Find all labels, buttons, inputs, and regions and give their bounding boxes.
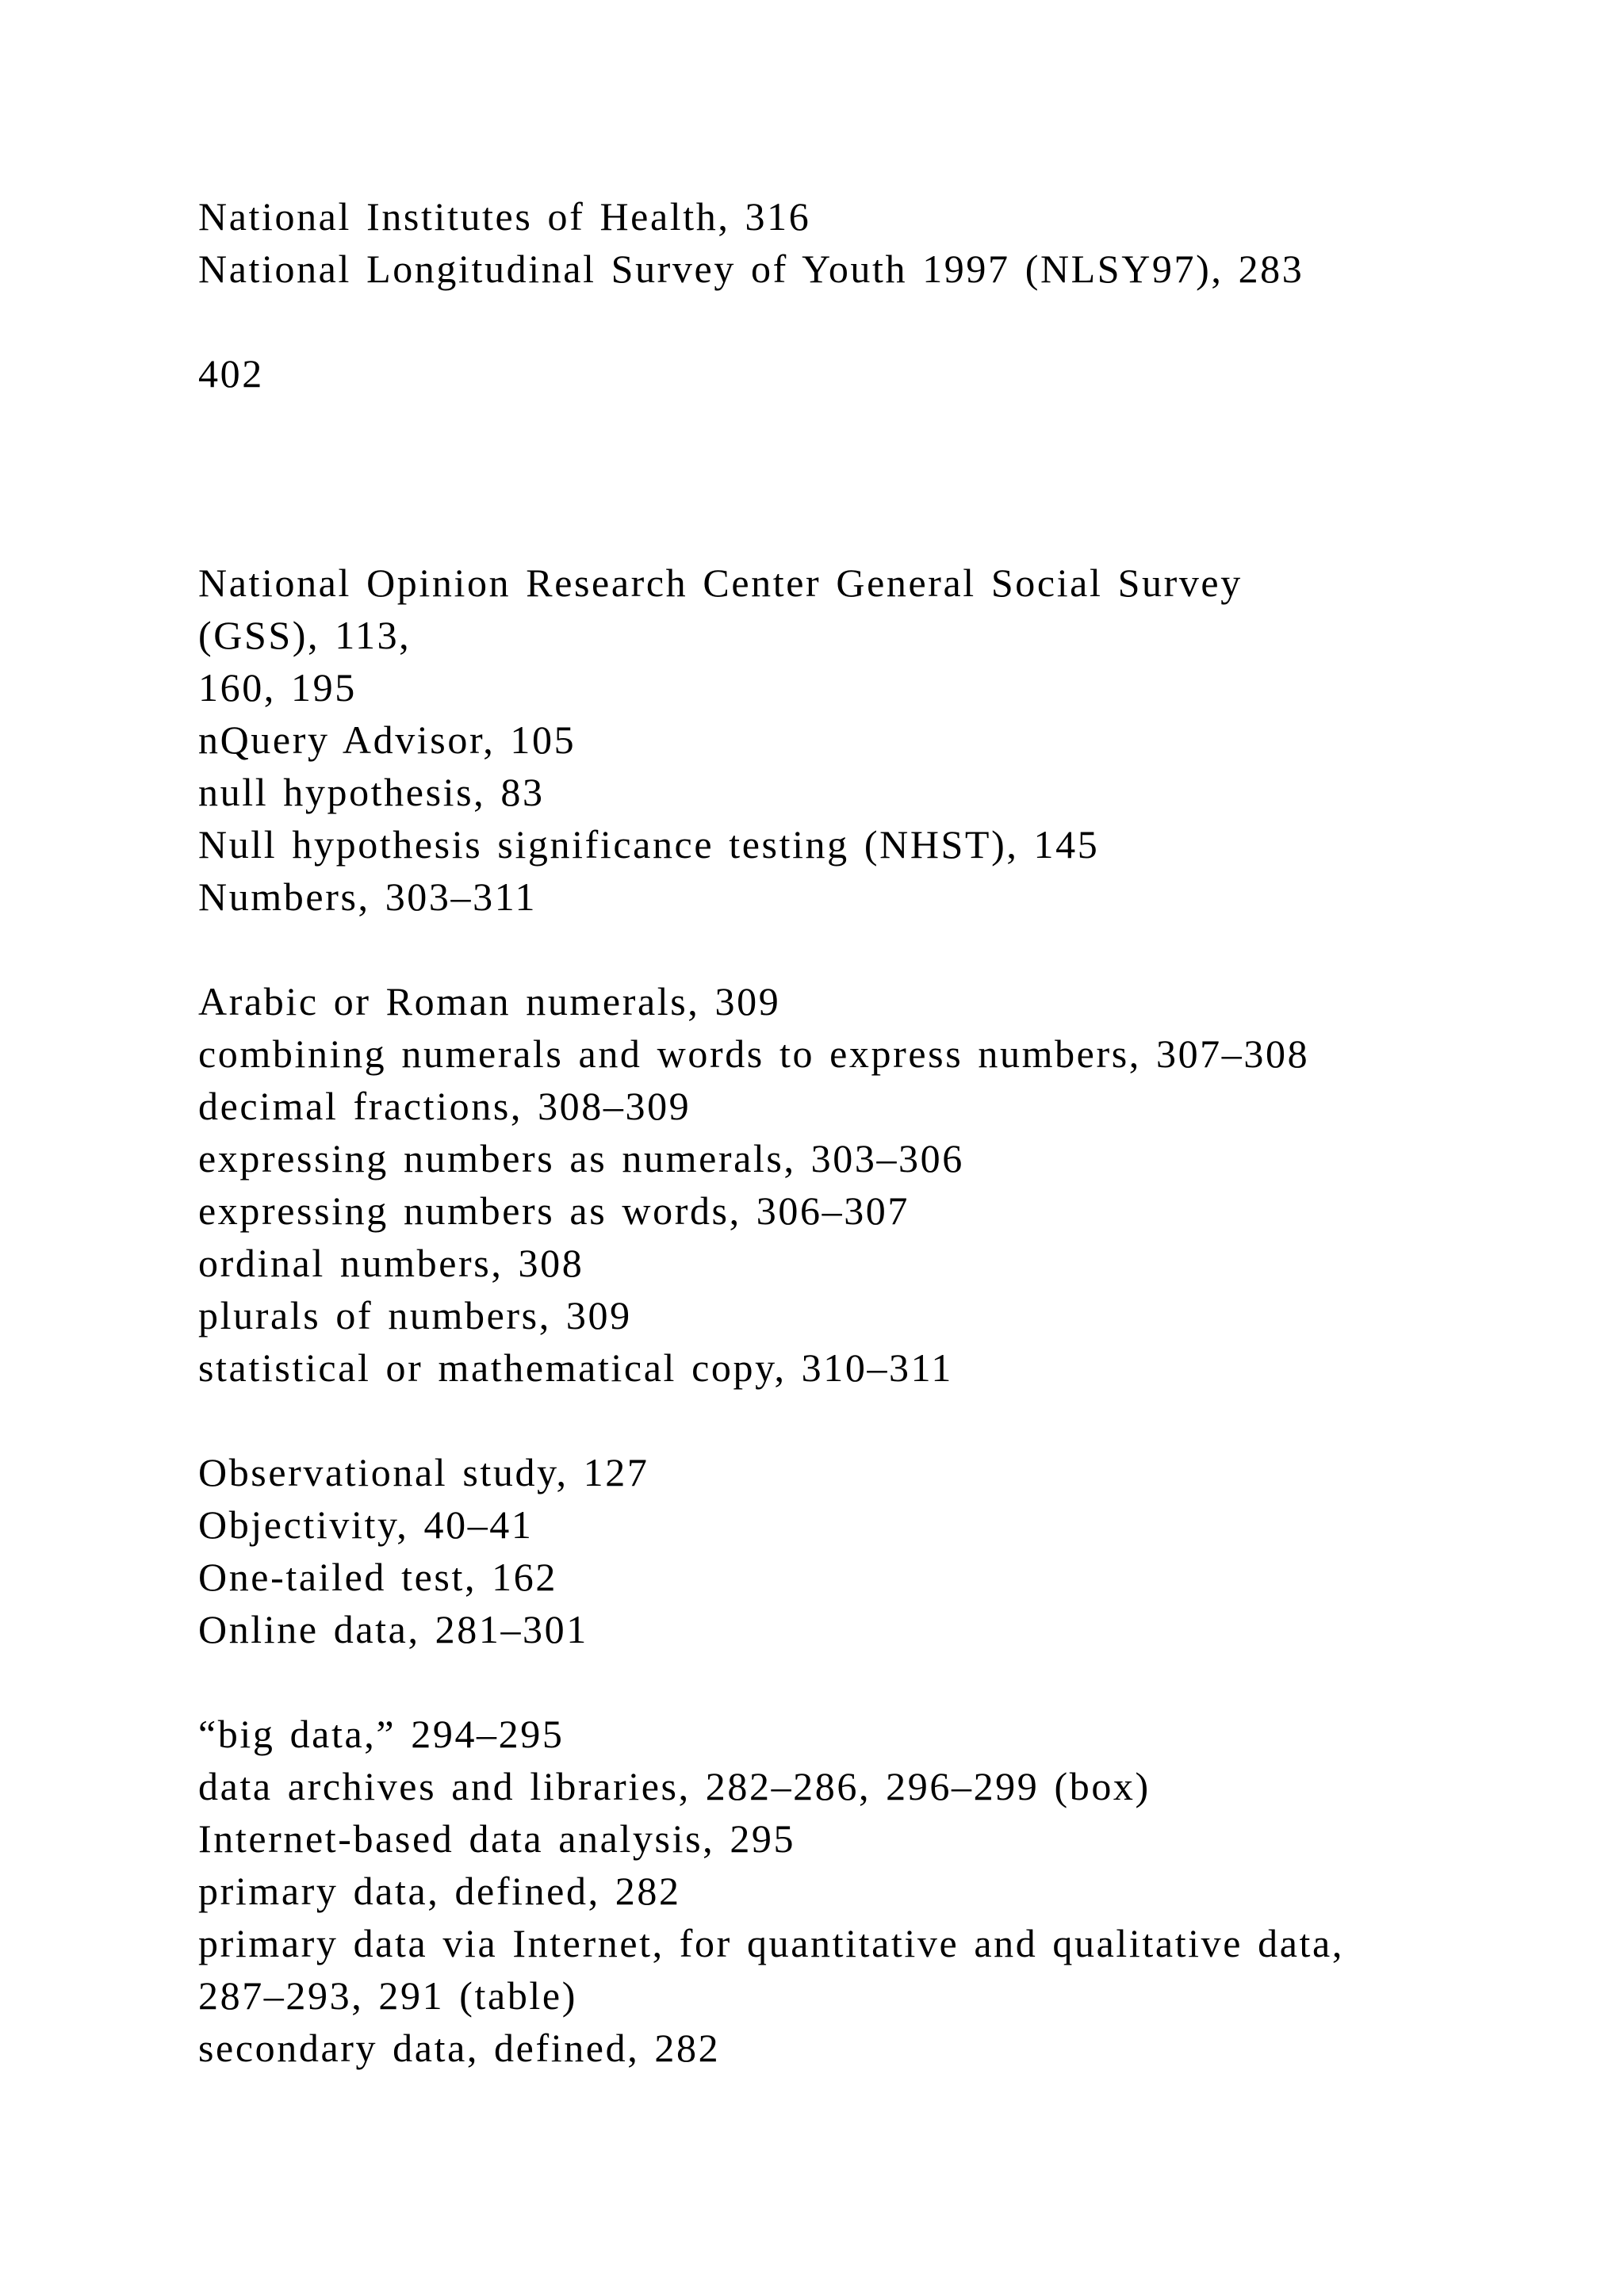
index-entry: Observational study, 127 <box>198 1450 649 1494</box>
blank-line <box>198 1655 1562 1708</box>
index-subentry: plurals of numbers, 309 <box>198 1293 632 1337</box>
index-subentry: 287–293, 291 (table) <box>198 1973 577 2018</box>
index-subentry: statistical or mathematical copy, 310–311 <box>198 1345 953 1390</box>
index-subentry: primary data via Internet, for quantitative and qualitative data, <box>198 1921 1344 1965</box>
index-subentry: Internet-based data analysis, 295 <box>198 1816 796 1861</box>
index-subentry: decimal fractions, 308–309 <box>198 1084 691 1128</box>
index-text <box>198 190 1562 2074</box>
index-subentry: primary data, defined, 282 <box>198 1869 681 1913</box>
index-subentry: combining numerals and words to express numbers, 307–308 <box>198 1031 1310 1076</box>
index-entry: Online data, 281–301 <box>198 1607 588 1651</box>
index-entry: National Institutes of Health, 316 <box>198 194 811 239</box>
index-subentry: data archives and libraries, 282–286, 296–299 (box) <box>198 1764 1151 1808</box>
index-subentry: expressing numbers as words, 306–307 <box>198 1188 910 1233</box>
index-subentry: expressing numbers as numerals, 303–306 <box>198 1136 964 1181</box>
index-subentry: “big data,” 294–295 <box>198 1712 565 1756</box>
index-entry: (GSS), 113, <box>198 613 412 657</box>
page-number: 402 <box>198 351 264 396</box>
index-entry: 160, 195 <box>198 665 357 710</box>
index-entry: National Longitudinal Survey of Youth 1997 (NLSY97), 283 <box>198 247 1304 291</box>
index-entry: nQuery Advisor, 105 <box>198 718 576 762</box>
index-entry: Numbers, 303–311 <box>198 874 538 919</box>
index-entry: Objectivity, 40–41 <box>198 1502 534 1547</box>
index-entry: National Opinion Research Center General Social Survey <box>198 561 1243 605</box>
index-entry: null hypothesis, 83 <box>198 770 545 814</box>
blank-line <box>198 295 1562 347</box>
blank-line <box>198 452 1562 504</box>
index-entry: One-tailed test, 162 <box>198 1555 557 1599</box>
blank-line <box>198 1394 1562 1446</box>
blank-line <box>198 923 1562 975</box>
index-subentry: Arabic or Roman numerals, 309 <box>198 979 781 1024</box>
index-entry: Null hypothesis significance testing (NHST), 145 <box>198 822 1100 867</box>
index-subentry: secondary data, defined, 282 <box>198 2026 721 2070</box>
index-subentry: ordinal numbers, 308 <box>198 1241 584 1285</box>
blank-line <box>198 504 1562 557</box>
blank-line <box>198 400 1562 452</box>
